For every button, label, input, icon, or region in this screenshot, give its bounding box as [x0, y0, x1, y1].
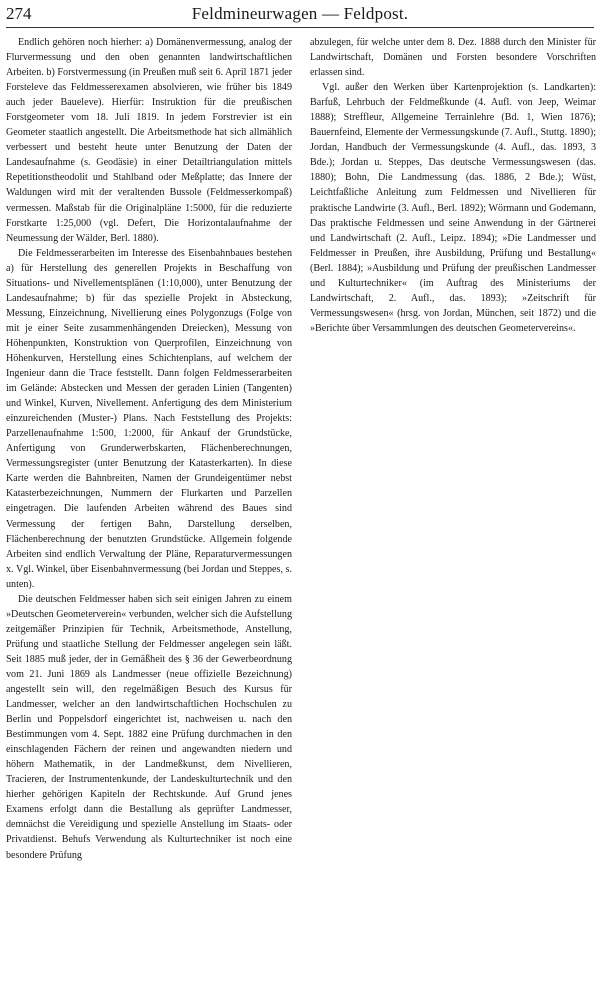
page-number: 274: [6, 4, 32, 23]
bibliography-paragraph: Vgl. außer den Werken über Kartenprojektion (s. Landkarten): Barfuß, Lehrbuch der Feldmeßkunde (4. Aufl. von Jeep, Weimar 1888); Streffleur, Allgemeine Terrainlehre (Bd. 1, Wien 1876); Bauernfeind, Elemente der Vermessungskunde (7. Aufl., Stuttg. 1890); Jordan, Handbuch der Vermessungskunde (4. Aufl., das. 1893, 3 Bde.); Jordan u. Steppes, Das deutsche Vermessungswesen (das. 1880); Bohn, Die Landmessung (das. 1886, 2 Bde.); Wüst, Leichtfaßliche Anleitung zum Feldmessen und Nivellieren für praktische Landwirte (3. Aufl., Berl. 1892); Wörmann und Godemann, Das praktische Feldmessen und seine Anwendung in der Gärtnerei und Landwirtschaft (2. Aufl., Leipz. 1894); »Die Landmesser und Feldmesser in Preußen, ihre Ausbildung, Prüfung und Bestallung« (Berl. 1884); »Ausbildung und Prüfung der preußischen Landmesser und Kulturtechniker« (im Auftrag des Ministeriums der Landwirtschaft, 2. Aufl., das. 1893); »Zeitschrift für Vermessungswesen« (hrsg. von Jordan, München, seit 1872) und die »Berichte über Versammlungen des deutschen Geometervereins«.: [310, 82, 596, 334]
paragraph-continuation: abzulegen, für welche unter dem 8. Dez. 1888 durch den Minister für Landwirtschaft, Domänen und Forsten besondere Vorschriften erlassen sind.: [310, 37, 596, 79]
paragraph: Die Feldmesserarbeiten im Interesse des Eisenbahnbaues bestehen a) für Herstellung des generellen Projekts in Beschaffung von Situations- und Nivellementsplänen (1:10,000), unter Benutzung der Landesaufnahme; b) für das spezielle Projekt in Absteckung, Messung, Einzeichnung, Nivellierung eines Polygonzugs (Folge von mit je einer Seite zusammenhängenden Dreiecken), Messung von Höhenpunkten, Konstruktion von Querprofilen, Einzeichnung von Höhenkurven, Herstellung eines Schichtenplans, auf welchem der Ingenieur dann die Trace feststellt. Dann folgen Feldmesserarbeiten im Gelände: Abstecken und Messen der geraden Linien (Tangenten) und Winkel, Kurven, Nivellement. Anfertigung des dem Ministerium einzureichenden (Muster-) Plans. Nach Feststellung des Projekts: Parzellenaufnahme 1:500, 1:2000, für Ankauf der Grundstücke, Anfertigung von Grunderwerbskarten, Flächenberechnungen, Vermessungsregister (unter Benutzung der Katasterkarten). In diese Karte werden die Bahnbreiten, Namen der Grundeigentümer nebst Katasterbezeichnungen, Nummern der Flurkarten und Parzellen eingetragen. Die laufenden Arbeiten während des Baues sind Vermessung der fertigen Bahn, Darstellung derselben, Flächenberechnung der benutzten Grundstücke. Allgemein folgende Arbeiten sind endlich Verwaltung der Pläne, Reparaturvermessungen x. Vgl. Winkel, über Eisenbahnvermessung (bei Jordan und Steppes, s. unten).: [6, 247, 292, 590]
paragraph: Die deutschen Feldmesser haben sich seit einigen Jahren zu einem »Deutschen Geometerverein« verbunden, welcher sich die Aufstellung zeitgemäßer Prinzipien für Technik, Arbeitsmethode, Anstellung, Prüfung und staatliche Stellung der Feldmesser angelegen sein läßt. Seit 1885 muß jeder, der in Gemäßheit des § 36 der Gewerbeordnung vom 21. Juni 1869 als Landmesser (neue offizielle Bezeichnung) angestellt sein will, den regelmäßigen Besuch des Kursus für Landmesser, welcher an den landwirtschaftlichen Hochschulen zu Berlin und Poppelsdorf eingerichtet ist, nachweisen u. nach den Bestimmungen vom 4. Sept. 1882 eine Prüfung durchmachen in den einschlagenden Fächern der reinen und angewandten niedern und höhern Mathematik, in der Landmeßkunst, dem Nivellieren, Tracieren, der Instrumentenkunde, der Landeskulturtechnik und den hierher gehörigen Kapiteln der Rechtskunde. Auf Grund jenes Examens erfolgt dann die Bestallung als geprüfter Landmesser, demnächst die Vereidigung und spezielle Anstellung im Staats- oder Privatdienst. Behufs Verwendung als Kulturtechniker ist noch eine besondere Prüfung: [6, 593, 292, 861]
page-header: [6, 3, 594, 27]
header-rule: [6, 27, 594, 28]
left-column: [6, 35, 292, 863]
right-column: [310, 35, 596, 336]
paragraph: Endlich gehören noch hierher: a) Domänenvermessung, analog der Flurvermessung und den oben genannten landwirtschaftlichen Arbeiten. b) Forstvermessung (in Preußen muß seit 6. April 1871 jeder Forsteleve das Feldmesserexamen absolvieren, wie früher bis 1849 auch jeder Baueleve). Hierfür: Instruktion für die preußischen Forstgeometer vom 18. Juli 1819. In jedem Forstrevier ist ein Geometer staatlich angestellt. Die Arbeitsmethode hat sich allmählich verbessert und besteht heute unter Benutzung der Daten der Landesaufnahme (s. Geodäsie) in einer Detailtriangulation mittels Repetitionstheodolit und Stahlband oder Meßplatte; das Innere der Waldungen wird mit der veraltenden Bussole (Feldmesserkompaß) vermessen. Maßstab für die Originalpläne 1:5000, für die reduzierte Forstkarte 1:25,000 (vgl. Defert, Die Horizontalaufnahme der Neumessung der Wälder, Berl. 1880).: [6, 37, 292, 244]
running-title: Feldmineurwagen — Feldpost.: [191, 4, 409, 23]
